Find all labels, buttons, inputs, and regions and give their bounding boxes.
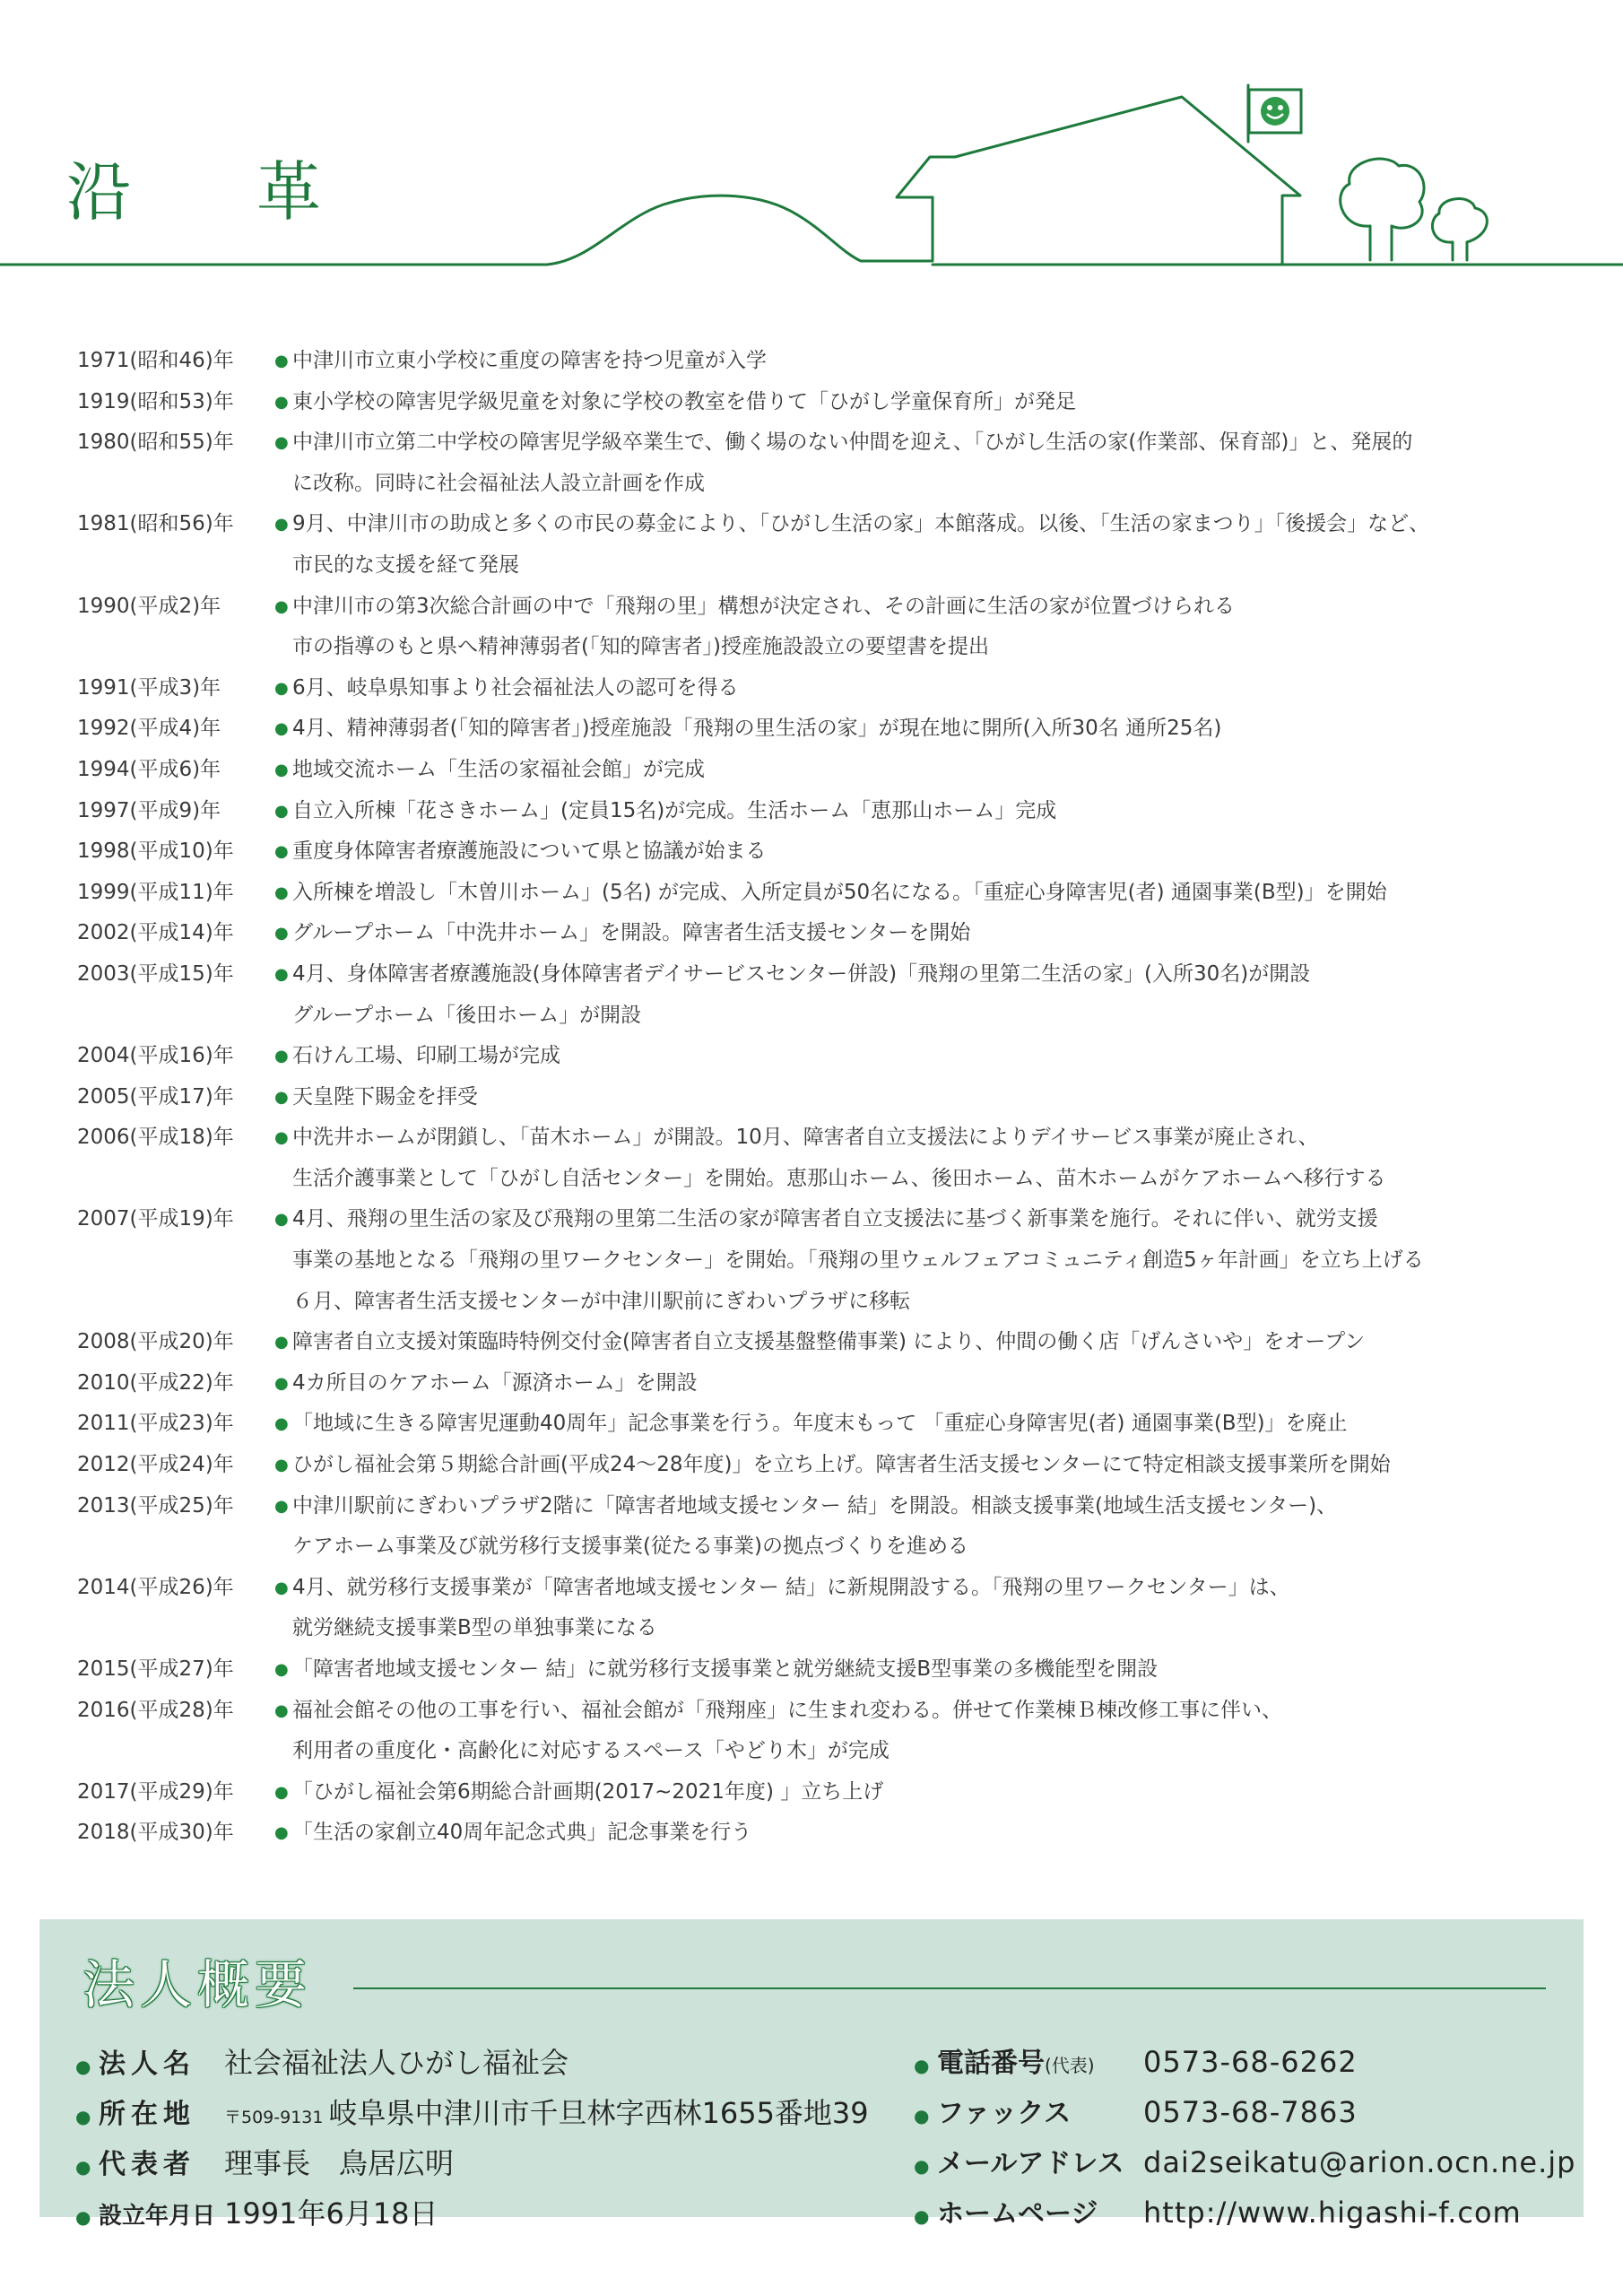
bullet-icon: ●: [914, 2205, 930, 2227]
timeline-year: 1992(平成4)年: [77, 717, 221, 741]
timeline-entry: [0, 873, 1623, 914]
timeline-entry: [0, 587, 1623, 668]
bullet-icon: ●: [274, 1047, 289, 1066]
timeline-description: [292, 422, 1623, 504]
info-label: 代表者: [99, 2149, 195, 2180]
bullet-icon: ●: [274, 433, 289, 453]
timeline-year: 2006(平成18)年: [77, 1126, 234, 1150]
info-label: メールアドレス: [937, 2148, 1124, 2179]
timeline-year: 2013(平成25)年: [77, 1493, 234, 1518]
address-text: 岐阜県中津川市千旦林字西林1655番地39: [328, 2096, 869, 2130]
timeline-text-line: 「地域に生きる障害児運動40周年」記念事業を行う。年度末もって 「重症心身障害児(者) 通園事業(B型)」を廃止: [292, 1412, 1348, 1436]
bullet-icon: ●: [274, 1823, 289, 1843]
timeline-text-line: 利用者の重度化・高齢化に対応するスペース「やどり木」が完成: [292, 1739, 890, 1763]
timeline-text-line: に改称。同時に社会福祉法人設立計画を作成: [292, 471, 705, 495]
timeline-text-line: 生活介護事業として「ひがし自活センター」を開始。恵那山ホーム、後田ホーム、苗木ホームがケアホームへ移行する: [292, 1166, 1386, 1190]
timeline-description: [292, 873, 1623, 914]
timeline-text-line: 市民的な支援を経て発展: [292, 552, 519, 577]
info-row-phone: [914, 2040, 1575, 2091]
timeline-entry: [0, 422, 1623, 504]
timeline-entry: [0, 1568, 1623, 1649]
bullet-icon: ●: [274, 842, 289, 862]
bullet-icon: ●: [274, 964, 289, 984]
timeline-year: 2017(平成29)年: [77, 1779, 234, 1804]
address-value: [224, 2091, 869, 2132]
timeline-year: 2011(平成23)年: [77, 1412, 234, 1436]
established-date-value: 1991年6月18日: [224, 2196, 438, 2231]
bullet-icon: ●: [274, 1496, 289, 1516]
bullet-icon: ●: [274, 1660, 289, 1679]
bullet-icon: ●: [274, 352, 289, 370]
timeline-year: 2014(平成26)年: [77, 1575, 234, 1599]
timeline-description: [292, 382, 1623, 423]
info-row-representative: [75, 2141, 869, 2191]
timeline-text-line: 4月、就労移行支援事業が「障害者地域支援センター 結」に新規開設する。「飛翔の里ワークセンター」は、: [292, 1575, 1290, 1599]
bullet-icon: ●: [274, 1456, 289, 1475]
bullet-icon: ●: [274, 1087, 289, 1107]
history-timeline: [0, 341, 1623, 1854]
timeline-description: [292, 1568, 1623, 1649]
info-label: 所在地: [99, 2099, 195, 2130]
bullet-icon: ●: [274, 760, 289, 779]
timeline-text-line: 4月、精神薄弱者(「知的障害者」)授産施設「飛翔の里生活の家」が現在地に開所(入所30名 通所25名): [292, 717, 1222, 741]
timeline-text-line: グループホーム「中洗井ホーム」を開設。障害者生活支援センターを開始: [292, 921, 971, 945]
timeline-text-line: 「生活の家創立40周年記念式典」記念事業を行う: [292, 1821, 752, 1845]
bullet-icon: ●: [274, 1333, 289, 1352]
timeline-text-line: 4月、身体障害者療護施設(身体障害者デイサービスセンター併設)「飛翔の里第二生活の家」(入所30名)が開設: [292, 961, 1311, 986]
info-row-email: [914, 2141, 1575, 2191]
summary-right-column: [914, 2040, 1575, 2241]
bullet-icon: ●: [914, 2055, 930, 2076]
timeline-year: 2018(平成30)年: [77, 1821, 234, 1845]
bullet-icon: ●: [274, 1414, 289, 1434]
timeline-text-line: 入所棟を増設し「木曽川ホーム」(5名) が完成、入所定員が50名になる。「重症心身障害児(者) 通園事業(B型)」を開始: [292, 880, 1387, 904]
timeline-year: 1991(平成3)年: [77, 675, 221, 700]
bullet-icon: ●: [274, 678, 289, 698]
timeline-text-line: 4カ所目のケアホーム「源済ホーム」を開設: [292, 1370, 698, 1395]
info-label: 設立年月日: [99, 2203, 216, 2230]
timeline-entry: [0, 1772, 1623, 1813]
bullet-icon: ●: [274, 924, 289, 944]
timeline-entry: [0, 1036, 1623, 1077]
timeline-text-line: 中津川市立東小学校に重度の障害を持つ児童が入学: [292, 349, 767, 372]
timeline-year: 2010(平成22)年: [77, 1370, 234, 1395]
phone-label: 電話番号: [937, 2048, 1045, 2079]
fax-value: 0573-68-7863: [1143, 2095, 1358, 2129]
timeline-description: [292, 1404, 1623, 1445]
timeline-description: [292, 1772, 1623, 1813]
timeline-year: 2003(平成15)年: [77, 961, 234, 986]
history-header: [0, 0, 1623, 278]
timeline-text-line: 4月、飛翔の里生活の家及び飛翔の里第二生活の家が障害者自立支援法に基づく新事業を施行。それに伴い、就労支援: [292, 1207, 1378, 1231]
bullet-icon: ●: [274, 1700, 289, 1720]
timeline-description: [292, 1691, 1623, 1772]
timeline-entry: [0, 791, 1623, 832]
timeline-entry: [0, 750, 1623, 791]
timeline-text-line: 9月、中津川市の助成と多くの市民の募金により、「ひがし生活の家」本館落成。以後、「生活の家まつり」「後援会」など、: [292, 512, 1430, 536]
page-title: 沿 革: [66, 154, 352, 230]
timeline-year: 1981(昭和56)年: [77, 512, 234, 536]
timeline-text-line: 自立入所棟「花さきホーム」(定員15名)が完成。生活ホーム「恵那山ホーム」完成: [292, 798, 1057, 822]
timeline-text-line: 中津川市立第二中学校の障害児学級卒業生で、働く場のない仲間を迎え、「ひがし生活の家(作業部、保育部)」と、発展的: [292, 430, 1413, 455]
timeline-text-line: 重度身体障害者療護施設について県と協議が始まる: [292, 839, 767, 864]
timeline-description: [292, 1199, 1623, 1322]
timeline-text-line: 「障害者地域支援センター 結」に就労移行支援事業と就労継続支援B型事業の多機能型を開設: [292, 1657, 1159, 1681]
timeline-text-line: 市の指導のもと県へ精神薄弱者(「知的障害者」)授産施設設立の要望書を提出: [292, 635, 989, 659]
info-label: [937, 2040, 1143, 2080]
timeline-description: [292, 1077, 1623, 1118]
timeline-text-line: 「ひがし福祉会第6期総合計画期(2017~2021年度) 」立ち上げ: [292, 1779, 884, 1804]
timeline-text-line: グループホーム「後田ホーム」が開設: [292, 1003, 642, 1027]
timeline-entry: [0, 1077, 1623, 1118]
bullet-icon: ●: [75, 2056, 91, 2077]
timeline-entry: [0, 831, 1623, 873]
info-row-homepage: [914, 2191, 1575, 2241]
timeline-description: [292, 587, 1623, 668]
timeline-year: 1971(昭和46)年: [77, 349, 234, 372]
phone-label-note: (代表): [1045, 2055, 1095, 2076]
timeline-description: [292, 1649, 1623, 1691]
timeline-entry: [0, 1486, 1623, 1568]
timeline-description: [292, 1486, 1623, 1568]
timeline-text-line: 東小学校の障害児学級児童を対象に学校の教室を借りて「ひがし学童保育所」が発足: [292, 389, 1076, 413]
timeline-year: 2007(平成19)年: [77, 1207, 234, 1231]
timeline-year: 2005(平成17)年: [77, 1084, 234, 1109]
timeline-year: 1994(平成6)年: [77, 757, 221, 781]
postal-code: 〒509-9131: [224, 2108, 324, 2127]
timeline-description: [292, 1036, 1623, 1077]
info-label: ホームページ: [937, 2198, 1098, 2230]
summary-divider: [353, 1987, 1546, 1989]
timeline-description: [292, 709, 1623, 750]
timeline-entry: [0, 1445, 1623, 1486]
bullet-icon: ●: [274, 515, 289, 535]
timeline-description: [292, 668, 1623, 709]
timeline-text-line: 福祉会館その他の工事を行い、福祉会館が「飛翔座」に生まれ変わる。併せて作業棟Ｂ棟改修工事に伴い、: [292, 1698, 1282, 1722]
timeline-description: [292, 791, 1623, 832]
summary-title: 法人概要: [82, 1954, 313, 2015]
timeline-entry: [0, 1363, 1623, 1405]
timeline-text-line: ６月、障害者生活支援センターが中津川駅前にぎわいプラザに移転: [292, 1289, 911, 1313]
timeline-text-line: 6月、岐阜県知事より社会福祉法人の認可を得る: [292, 675, 739, 700]
timeline-text-line: 中津川市の第3次総合計画の中で「飛翔の里」構想が決定され、その計画に生活の家が位置づけられる: [292, 594, 1236, 618]
timeline-entry: [0, 668, 1623, 709]
timeline-description: [292, 913, 1623, 954]
info-row-corporation-name: [75, 2040, 869, 2091]
bullet-icon: ●: [274, 596, 289, 616]
timeline-description: [292, 1363, 1623, 1405]
timeline-text-line: ひがし福祉会第５期総合計画(平成24〜28年度)」を立ち上げ。障害者生活支援センターにて特定相談支援事業所を開始: [292, 1453, 1391, 1477]
bullet-icon: ●: [75, 2106, 91, 2127]
bullet-icon: ●: [274, 801, 289, 821]
corporation-name-value: 社会福祉法人ひがし福祉会: [224, 2046, 569, 2080]
house-with-flag-illustration: [0, 0, 1623, 278]
timeline-entry: [0, 1322, 1623, 1363]
timeline-entry: [0, 382, 1623, 423]
bullet-icon: ●: [75, 2156, 91, 2178]
info-row-established: [75, 2191, 869, 2241]
timeline-description: [292, 1322, 1623, 1363]
timeline-entry: [0, 954, 1623, 1036]
timeline-entry: [0, 1199, 1623, 1322]
bullet-icon: ●: [914, 2105, 930, 2126]
bullet-icon: ●: [274, 1782, 289, 1802]
timeline-description: [292, 831, 1623, 873]
timeline-year: 1919(昭和53)年: [77, 389, 234, 413]
bullet-icon: ●: [274, 1128, 289, 1148]
timeline-text-line: 中津川駅前にぎわいプラザ2階に「障害者地域支援センター 結」を開設。相談支援事業(地域生活支援センター)、: [292, 1493, 1338, 1518]
timeline-entry: [0, 504, 1623, 586]
timeline-year: 1980(昭和55)年: [77, 430, 234, 455]
bullet-icon: ●: [274, 1578, 289, 1597]
info-row-address: [75, 2091, 869, 2141]
timeline-description: [292, 1813, 1623, 1854]
timeline-entry: [0, 1404, 1623, 1445]
bullet-icon: ●: [274, 1373, 289, 1393]
timeline-year: 1999(平成11)年: [77, 880, 234, 904]
timeline-description: [292, 504, 1623, 586]
timeline-entry: [0, 1649, 1623, 1691]
timeline-description: [292, 341, 1623, 382]
phone-value: 0573-68-6262: [1143, 2045, 1358, 2079]
timeline-year: 2016(平成28)年: [77, 1698, 234, 1722]
representative-value: 理事長 鳥居広明: [224, 2146, 455, 2180]
bullet-icon: ●: [274, 719, 289, 739]
timeline-year: 2004(平成16)年: [77, 1044, 234, 1068]
timeline-year: 1997(平成9)年: [77, 798, 221, 822]
timeline-text-line: 石けん工場、印刷工場が完成: [292, 1044, 560, 1068]
timeline-year: 2002(平成14)年: [77, 921, 234, 945]
smiley-flag-icon: [1249, 90, 1301, 133]
timeline-year: 1990(平成2)年: [77, 594, 221, 618]
timeline-year: 2012(平成24)年: [77, 1453, 234, 1477]
timeline-text-line: 中洗井ホームが閉鎖し、「苗木ホーム」が開設。10月、障害者自立支援法によりデイサービス事業が廃止され、: [292, 1126, 1319, 1150]
timeline-text-line: 天皇陛下賜金を拝受: [292, 1084, 478, 1109]
timeline-text-line: 障害者自立支援対策臨時特例交付金(障害者自立支援基盤整備事業) により、仲間の働く店「げんさいや」をオープン: [292, 1330, 1366, 1354]
info-row-fax: [914, 2091, 1575, 2141]
timeline-description: [292, 1118, 1623, 1199]
homepage-link[interactable]: http://www.higashi-f.com: [1143, 2196, 1522, 2230]
timeline-description: [292, 750, 1623, 791]
timeline-entry: [0, 1691, 1623, 1772]
timeline-year: 2015(平成27)年: [77, 1657, 234, 1681]
timeline-entry: [0, 709, 1623, 750]
timeline-entry: [0, 1813, 1623, 1854]
bullet-icon: ●: [914, 2155, 930, 2177]
timeline-entry: [0, 341, 1623, 382]
timeline-text-line: 地域交流ホーム「生活の家福祉会館」が完成: [292, 757, 705, 781]
timeline-text-line: 就労継続支援事業B型の単独事業になる: [292, 1616, 657, 1640]
timeline-entry: [0, 1118, 1623, 1199]
timeline-entry: [0, 913, 1623, 954]
bullet-icon: ●: [274, 1210, 289, 1230]
email-link[interactable]: dai2seikatu@arion.ocn.ne.jp: [1143, 2145, 1576, 2179]
timeline-description: [292, 954, 1623, 1036]
timeline-year: 2008(平成20)年: [77, 1330, 234, 1354]
timeline-text-line: ケアホーム事業及び就労移行支援事業(従たる事業)の拠点づくりを進める: [292, 1535, 968, 1559]
bullet-icon: ●: [75, 2206, 91, 2228]
info-label: 法人名: [99, 2048, 195, 2080]
bullet-icon: ●: [274, 392, 289, 412]
info-label: ファックス: [937, 2098, 1072, 2129]
corporate-summary-box: [39, 1919, 1584, 2231]
summary-left-column: [75, 2040, 869, 2241]
timeline-description: [292, 1445, 1623, 1486]
bullet-icon: ●: [274, 883, 289, 902]
timeline-year: 1998(平成10)年: [77, 839, 234, 864]
timeline-text-line: 事業の基地となる「飛翔の里ワークセンター」を開始。「飛翔の里ウェルフェアコミュニティ創造5ヶ年計画」を立ち上げる: [292, 1248, 1424, 1273]
